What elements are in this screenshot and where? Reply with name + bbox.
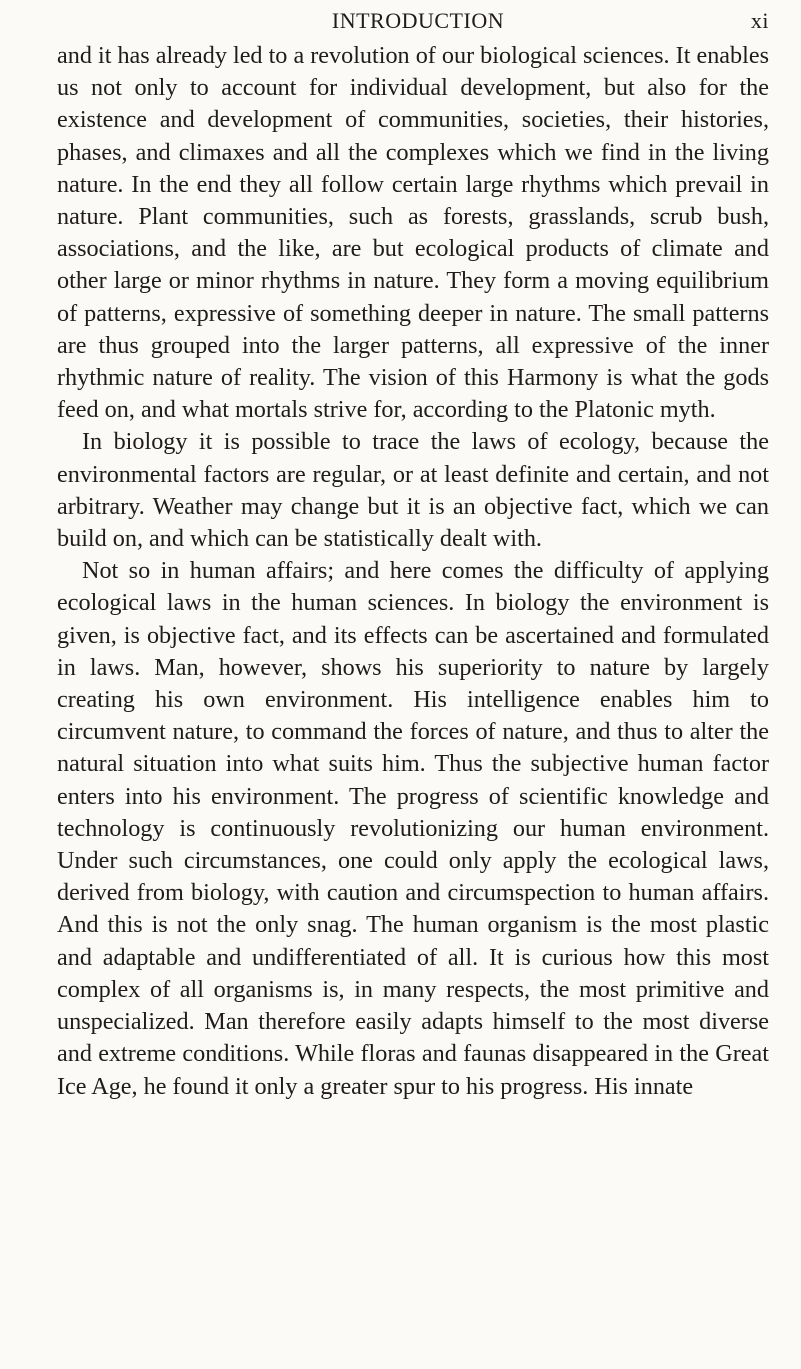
body-text bbox=[57, 40, 769, 1103]
paragraph: Not so in human affairs; and here comes the difficulty of applying ecological laws in the human sciences. In biology the environment is given, is objective fact, and its effects can be ascertained and formulated in laws. Man, however, shows his superiority to nature by largely creating his own environment. His intelligence enables him to circumvent nature, to command the forces of nature, and thus to alter the natural situation into what suits him. Thus the subjective human factor enters into his environment. The progress of scientific knowledge and technology is continuously revolutionizing our human environment. Under such circumstances, one could only apply the ecological laws, derived from biology, with caution and circumspection to human affairs. And this is not the only snag. The human organism is the most plastic and adaptable and undifferentiated of all. It is curious how this most complex of all organisms is, in many respects, the most primitive and unspecialized. Man therefore easily adapts himself to the most diverse and extreme conditions. While floras and faunas disappeared in the Great Ice Age, he found it only a greater spur to his progress. His innate bbox=[57, 557, 769, 1100]
running-header bbox=[57, 0, 769, 40]
paragraph: In biology it is possible to trace the laws of ecology, because the environmental factors are regular, or at least definite and certain, and not arbitrary. Weather may change but it is an objective fact, which we can build on, and which can be statistically dealt with. bbox=[57, 428, 769, 553]
page-number: xi bbox=[750, 8, 769, 33]
running-title: INTRODUCTION bbox=[331, 8, 505, 33]
paragraph: and it has already led to a revolution of our biological sciences. It enables us not only to account for individual development, but also for the existence and development of communities, societies, their histories, phases, and climaxes and all the complexes which we find in the living nature. In the end they all follow certain large rhythms which prevail in nature. Plant communities, such as forests, grasslands, scrub bush, associations, and the like, are but ecological products of climate and other large or minor rhythms in nature. They form a moving equilibrium of patterns, expressive of something deeper in nature. The small patterns are thus grouped into the larger patterns, all expressive of the inner rhythmic nature of reality. The vision of this Harmony is what the gods feed on, and what mortals strive for, according to the Platonic myth. bbox=[57, 42, 769, 424]
